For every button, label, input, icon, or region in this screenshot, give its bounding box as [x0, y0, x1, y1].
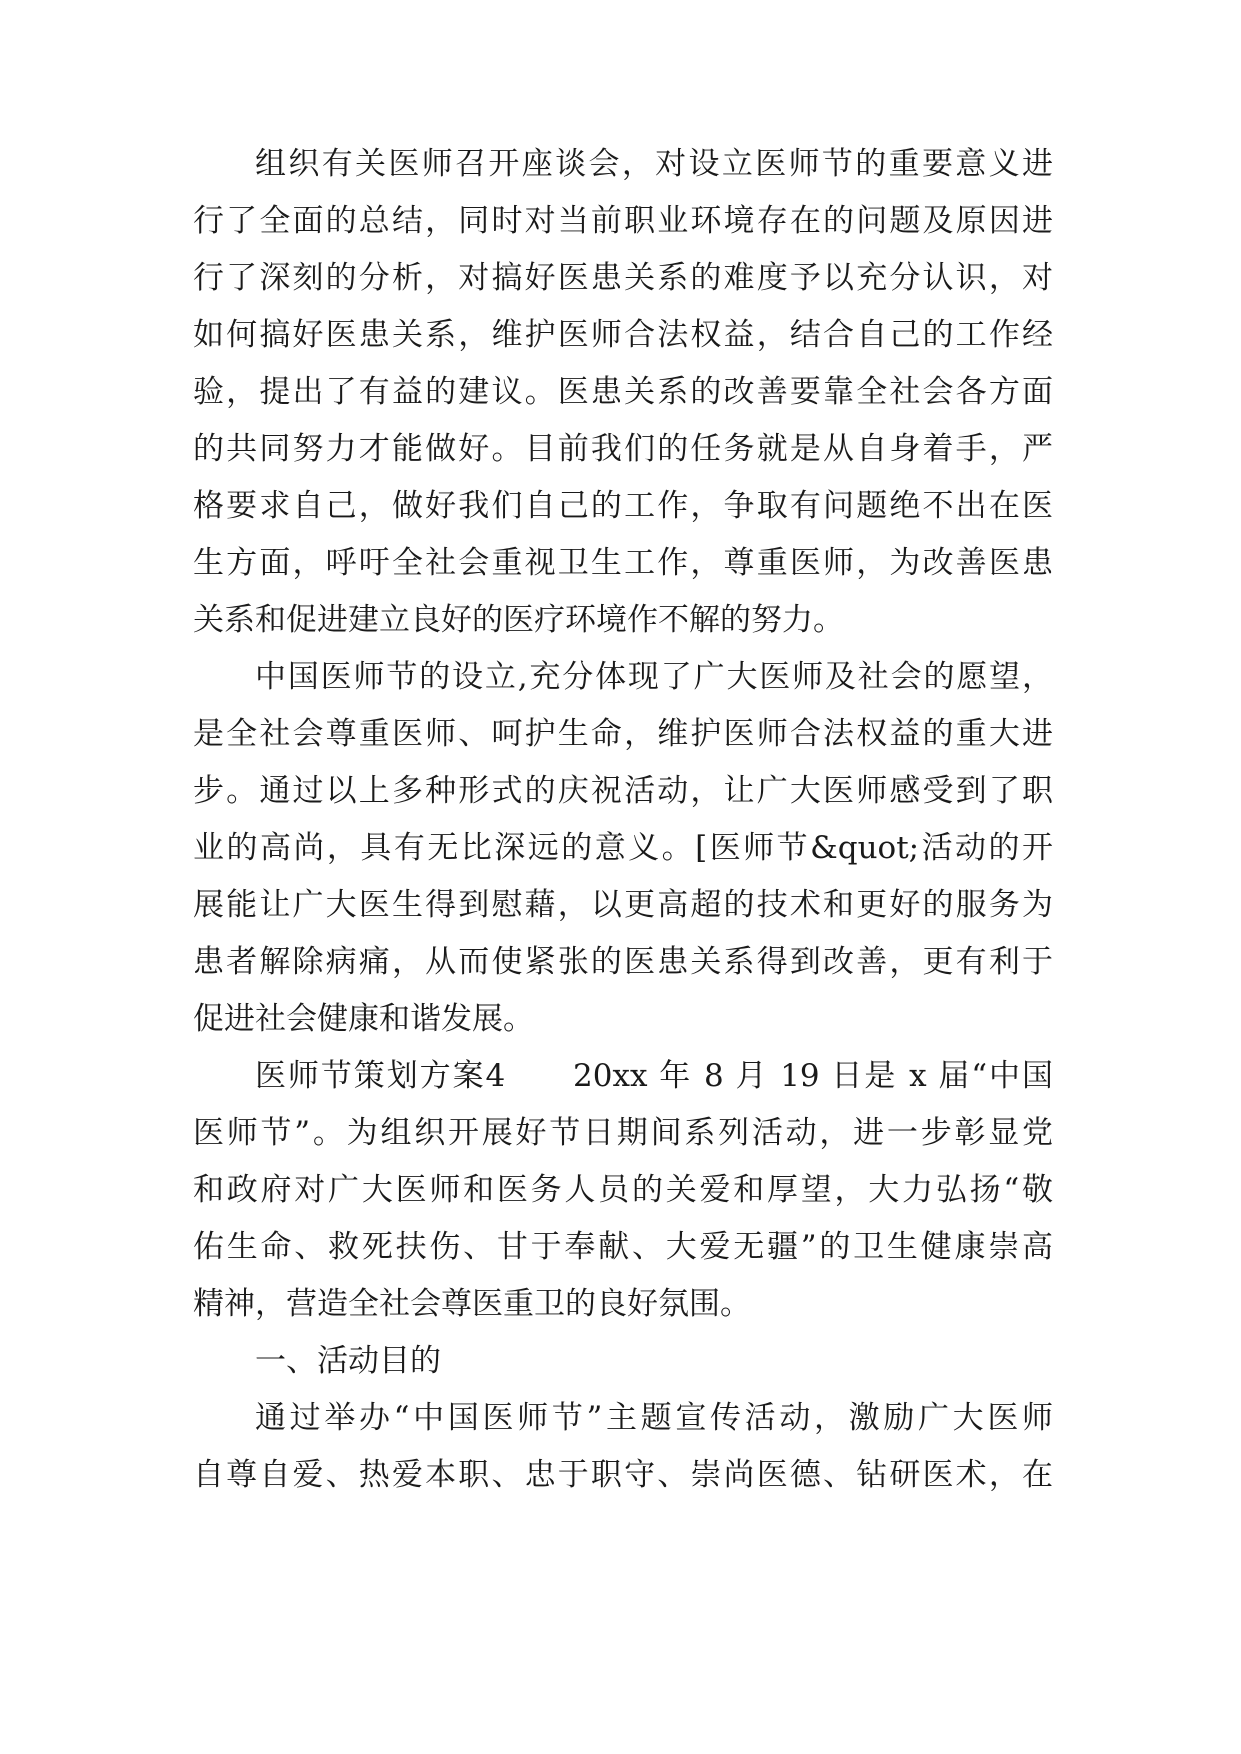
paragraph-line: 患者解除病痛，从而使紧张的医患关系得到改善，更有利于: [193, 944, 1053, 980]
paragraph-line: 生方面，呼吁全社会重视卫生工作，尊重医师，为改善医患: [193, 545, 1053, 581]
paragraph-line: 行了深刻的分析，对搞好医患关系的难度予以充分认识，对: [193, 260, 1053, 296]
paragraph-line: 组织有关医师召开座谈会，对设立医师节的重要意义进: [255, 146, 1053, 182]
paragraph-line: 医师节”。为组织开展好节日期间系列活动，进一步彰显党: [193, 1115, 1053, 1151]
paragraph-line: 的共同努力才能做好。目前我们的任务就是从自身着手，严: [193, 431, 1053, 467]
paragraph-line: 精神，营造全社会尊医重卫的良好氛围。: [193, 1286, 751, 1322]
paragraph-line: 自尊自爱、热爱本职、忠于职守、崇尚医德、钻研医术，在: [193, 1457, 1053, 1493]
paragraph-line: 和政府对广大医师和医务人员的关爱和厚望，大力弘扬“敬: [193, 1172, 1053, 1208]
paragraph-line: 通过举办“中国医师节”主题宣传活动，激励广大医师: [255, 1400, 1053, 1436]
paragraph-line: 格要求自己，做好我们自己的工作，争取有问题绝不出在医: [193, 488, 1053, 524]
section-heading: 一、活动目的: [255, 1343, 441, 1379]
paragraph-line: 是全社会尊重医师、呵护生命，维护医师合法权益的重大进: [193, 716, 1053, 752]
paragraph-line: 步。通过以上多种形式的庆祝活动，让广大医师感受到了职: [193, 773, 1053, 809]
paragraph-line: 促进社会健康和谐发展。: [193, 1001, 534, 1037]
paragraph-line: 行了全面的总结，同时对当前职业环境存在的问题及原因进: [193, 203, 1053, 239]
paragraph-line: 展能让广大医生得到慰藉，以更高超的技术和更好的服务为: [193, 887, 1053, 923]
paragraph-line: 医师节策划方案4 20xx 年 8 月 19 日是 x 届“中国: [255, 1058, 1053, 1094]
paragraph-line: 中国医师节的设立,充分体现了广大医师及社会的愿望，: [255, 659, 1053, 695]
paragraph-line: 业的高尚，具有无比深远的意义。[医师节&quot;活动的开: [193, 830, 1053, 866]
paragraph-line: 验，提出了有益的建议。医患关系的改善要靠全社会各方面: [193, 374, 1053, 410]
paragraph-line: 如何搞好医患关系，维护医师合法权益，结合自己的工作经: [193, 317, 1053, 353]
paragraph-line: 佑生命、救死扶伤、甘于奉献、大爱无疆”的卫生健康崇高: [193, 1229, 1053, 1265]
paragraph-line: 关系和促进建立良好的医疗环境作不解的努力。: [193, 602, 844, 638]
